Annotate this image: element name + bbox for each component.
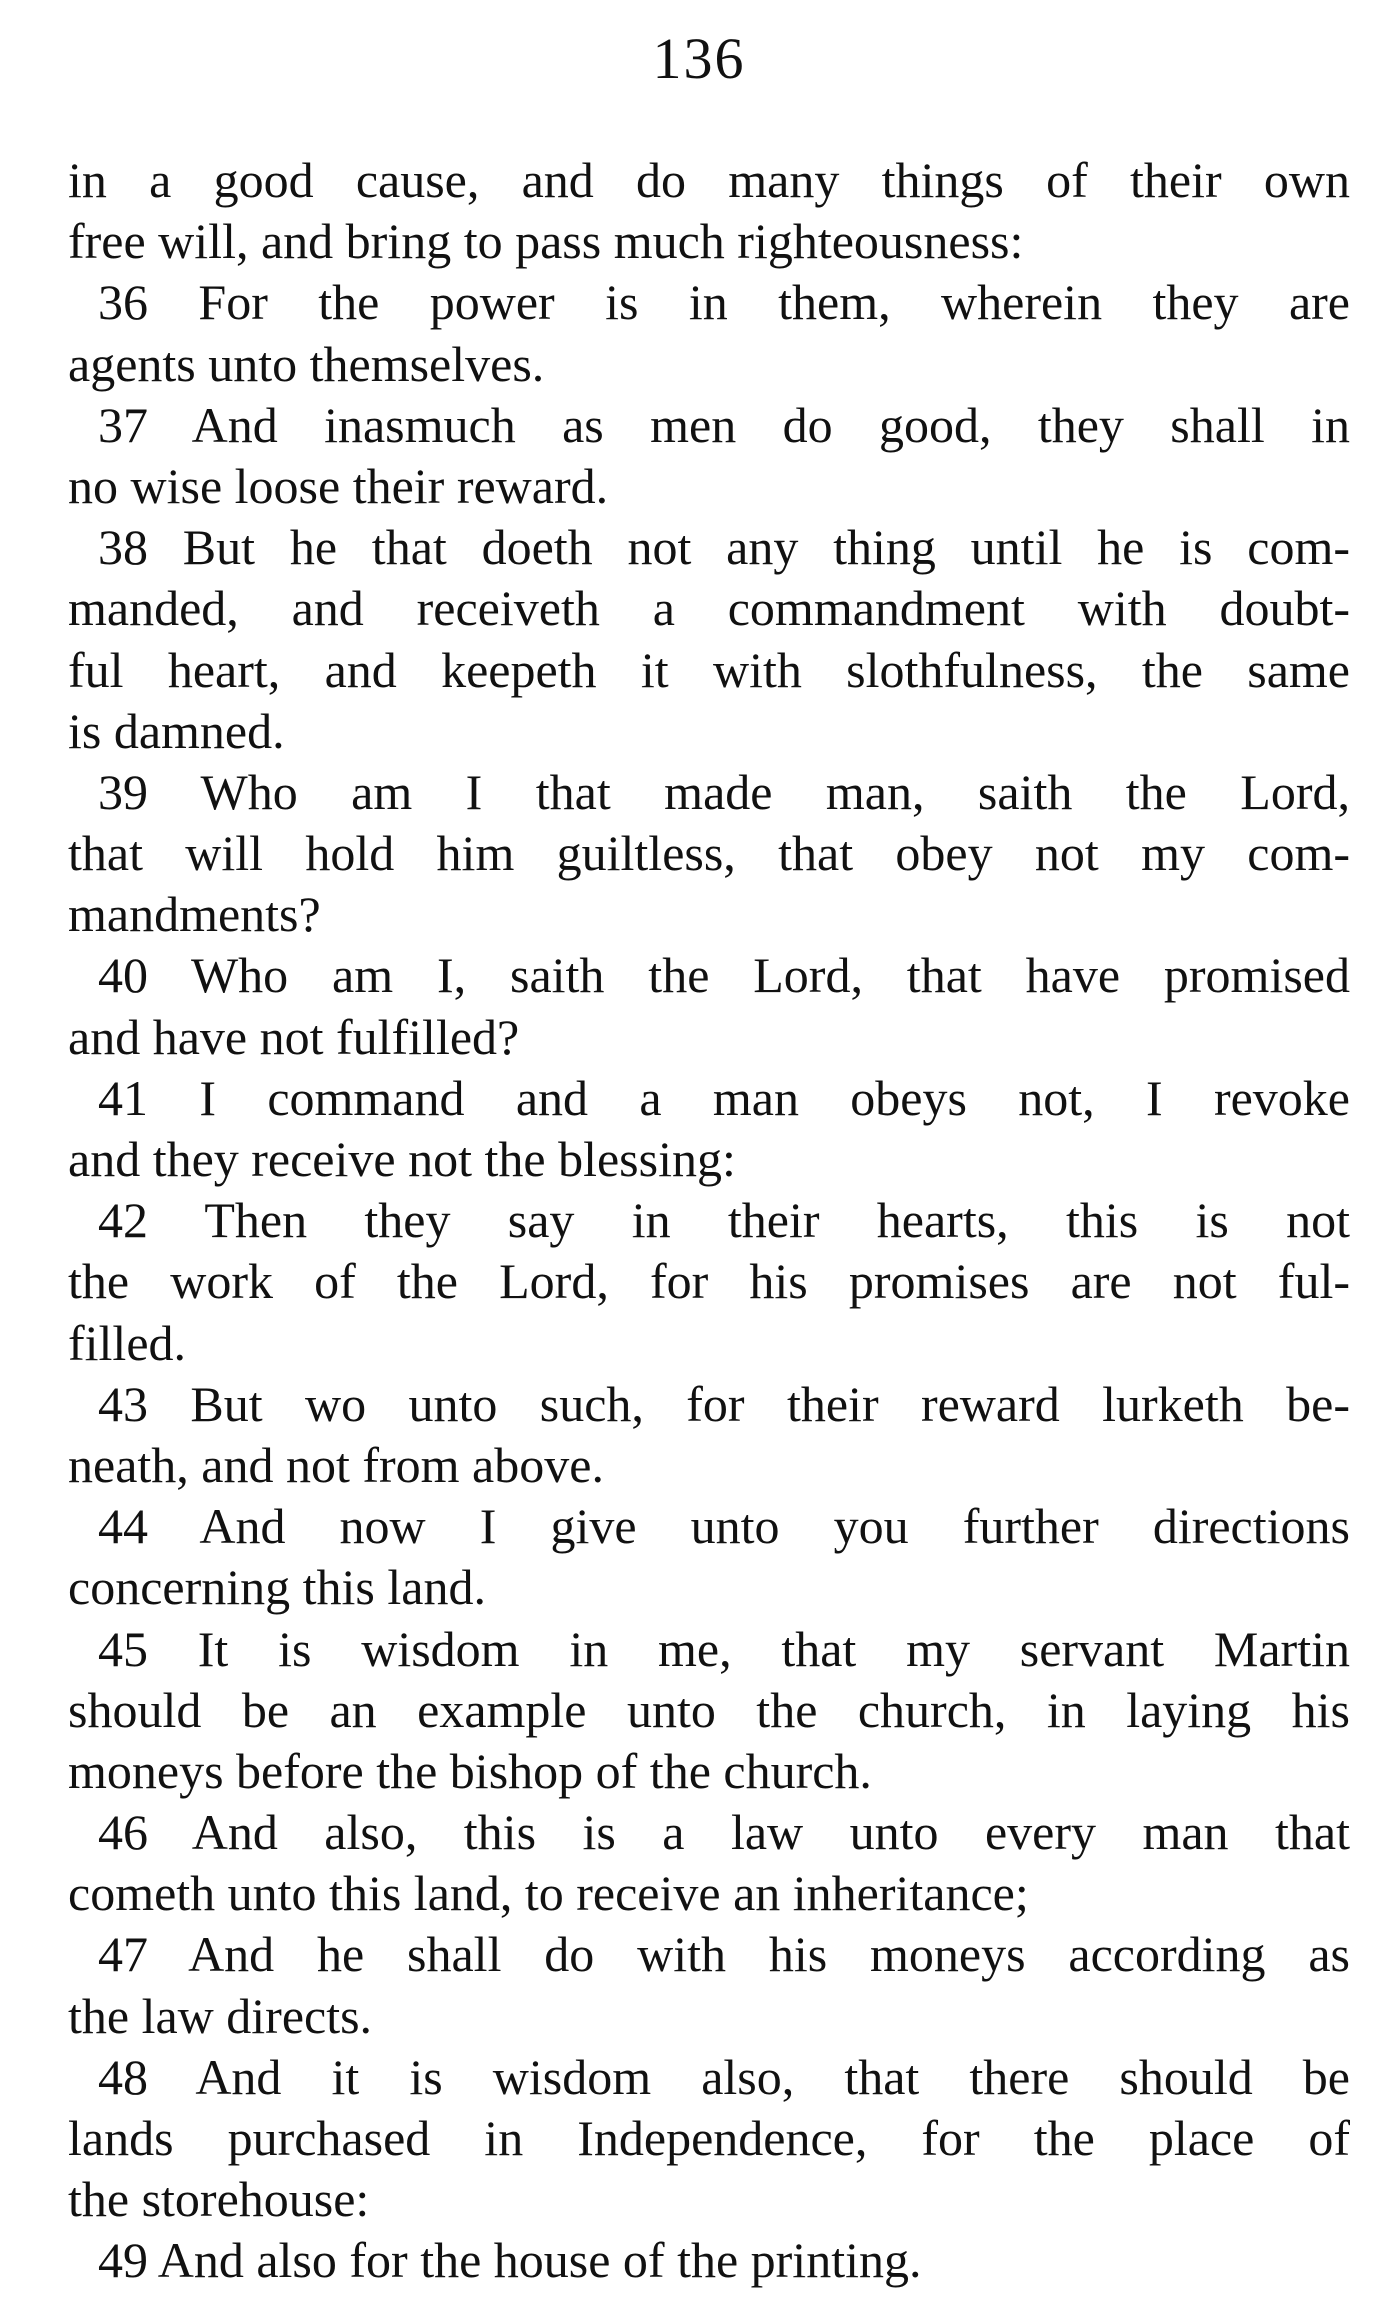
text-line: 45 It is wisdom in me, that my servant Martin	[98, 1620, 1350, 1677]
text-line: filled.	[68, 1314, 187, 1371]
text-line: ful heart, and keepeth it with slothfulness, the same	[68, 641, 1350, 698]
text-line: and they receive not the blessing:	[68, 1131, 736, 1187]
text-line: 46 And also, this is a law unto every man that	[98, 1804, 1350, 1861]
text-line: that will hold him guiltless, that obey not my com-	[68, 825, 1350, 882]
text-line: agents unto themselves.	[68, 335, 545, 392]
text-line: the storehouse:	[68, 2171, 370, 2228]
text-line: free will, and bring to pass much righteousness:	[68, 213, 1024, 270]
text-line: 42 Then they say in their hearts, this is not	[98, 1192, 1350, 1249]
text-line: mandments?	[68, 886, 321, 943]
text-line: cometh unto this land, to receive an inheritance;	[68, 1865, 1029, 1922]
text-line: 36 For the power is in them, wherein they are	[98, 274, 1350, 331]
text-line: 49 And also for the house of the printing.	[98, 2232, 922, 2289]
text-line: the law directs.	[68, 1987, 373, 2044]
text-line: 41 I command and a man obeys not, I revoke	[98, 1069, 1350, 1126]
text-line: 44 And now I give unto you further directions	[98, 1498, 1350, 1555]
text-line: neath, and not from above.	[68, 1436, 604, 1493]
text-line: the work of the Lord, for his promises are not ful-	[68, 1253, 1350, 1310]
text-line: 40 Who am I, saith the Lord, that have promised	[98, 947, 1350, 1004]
text-line: 37 And inasmuch as men do good, they shall in	[98, 396, 1350, 453]
text-line: 48 And it is wisdom also, that there should be	[98, 2048, 1350, 2105]
text-line: lands purchased in Independence, for the place of	[68, 2110, 1350, 2166]
text-line: concerning this land.	[68, 1559, 486, 1616]
text-line: and have not fulfilled?	[68, 1008, 520, 1065]
text-line: should be an example unto the church, in laying his	[68, 1681, 1350, 1738]
body-text	[68, 150, 1350, 2292]
text-line: no wise loose their reward.	[68, 457, 609, 514]
text-line: 38 But he that doeth not any thing until he is com-	[98, 519, 1350, 576]
text-line: 47 And he shall do with his moneys according as	[98, 1926, 1350, 1983]
page-number: 136	[652, 26, 746, 91]
text-line: 43 But wo unto such, for their reward lurketh be-	[98, 1375, 1350, 1432]
text-line: manded, and receiveth a commandment with doubt-	[68, 580, 1350, 637]
text-line: is damned.	[68, 702, 285, 759]
text-line: 39 Who am I that made man, saith the Lord,	[98, 763, 1350, 820]
text-line: in a good cause, and do many things of their own	[68, 152, 1350, 208]
text-line: moneys before the bishop of the church.	[68, 1742, 872, 1799]
